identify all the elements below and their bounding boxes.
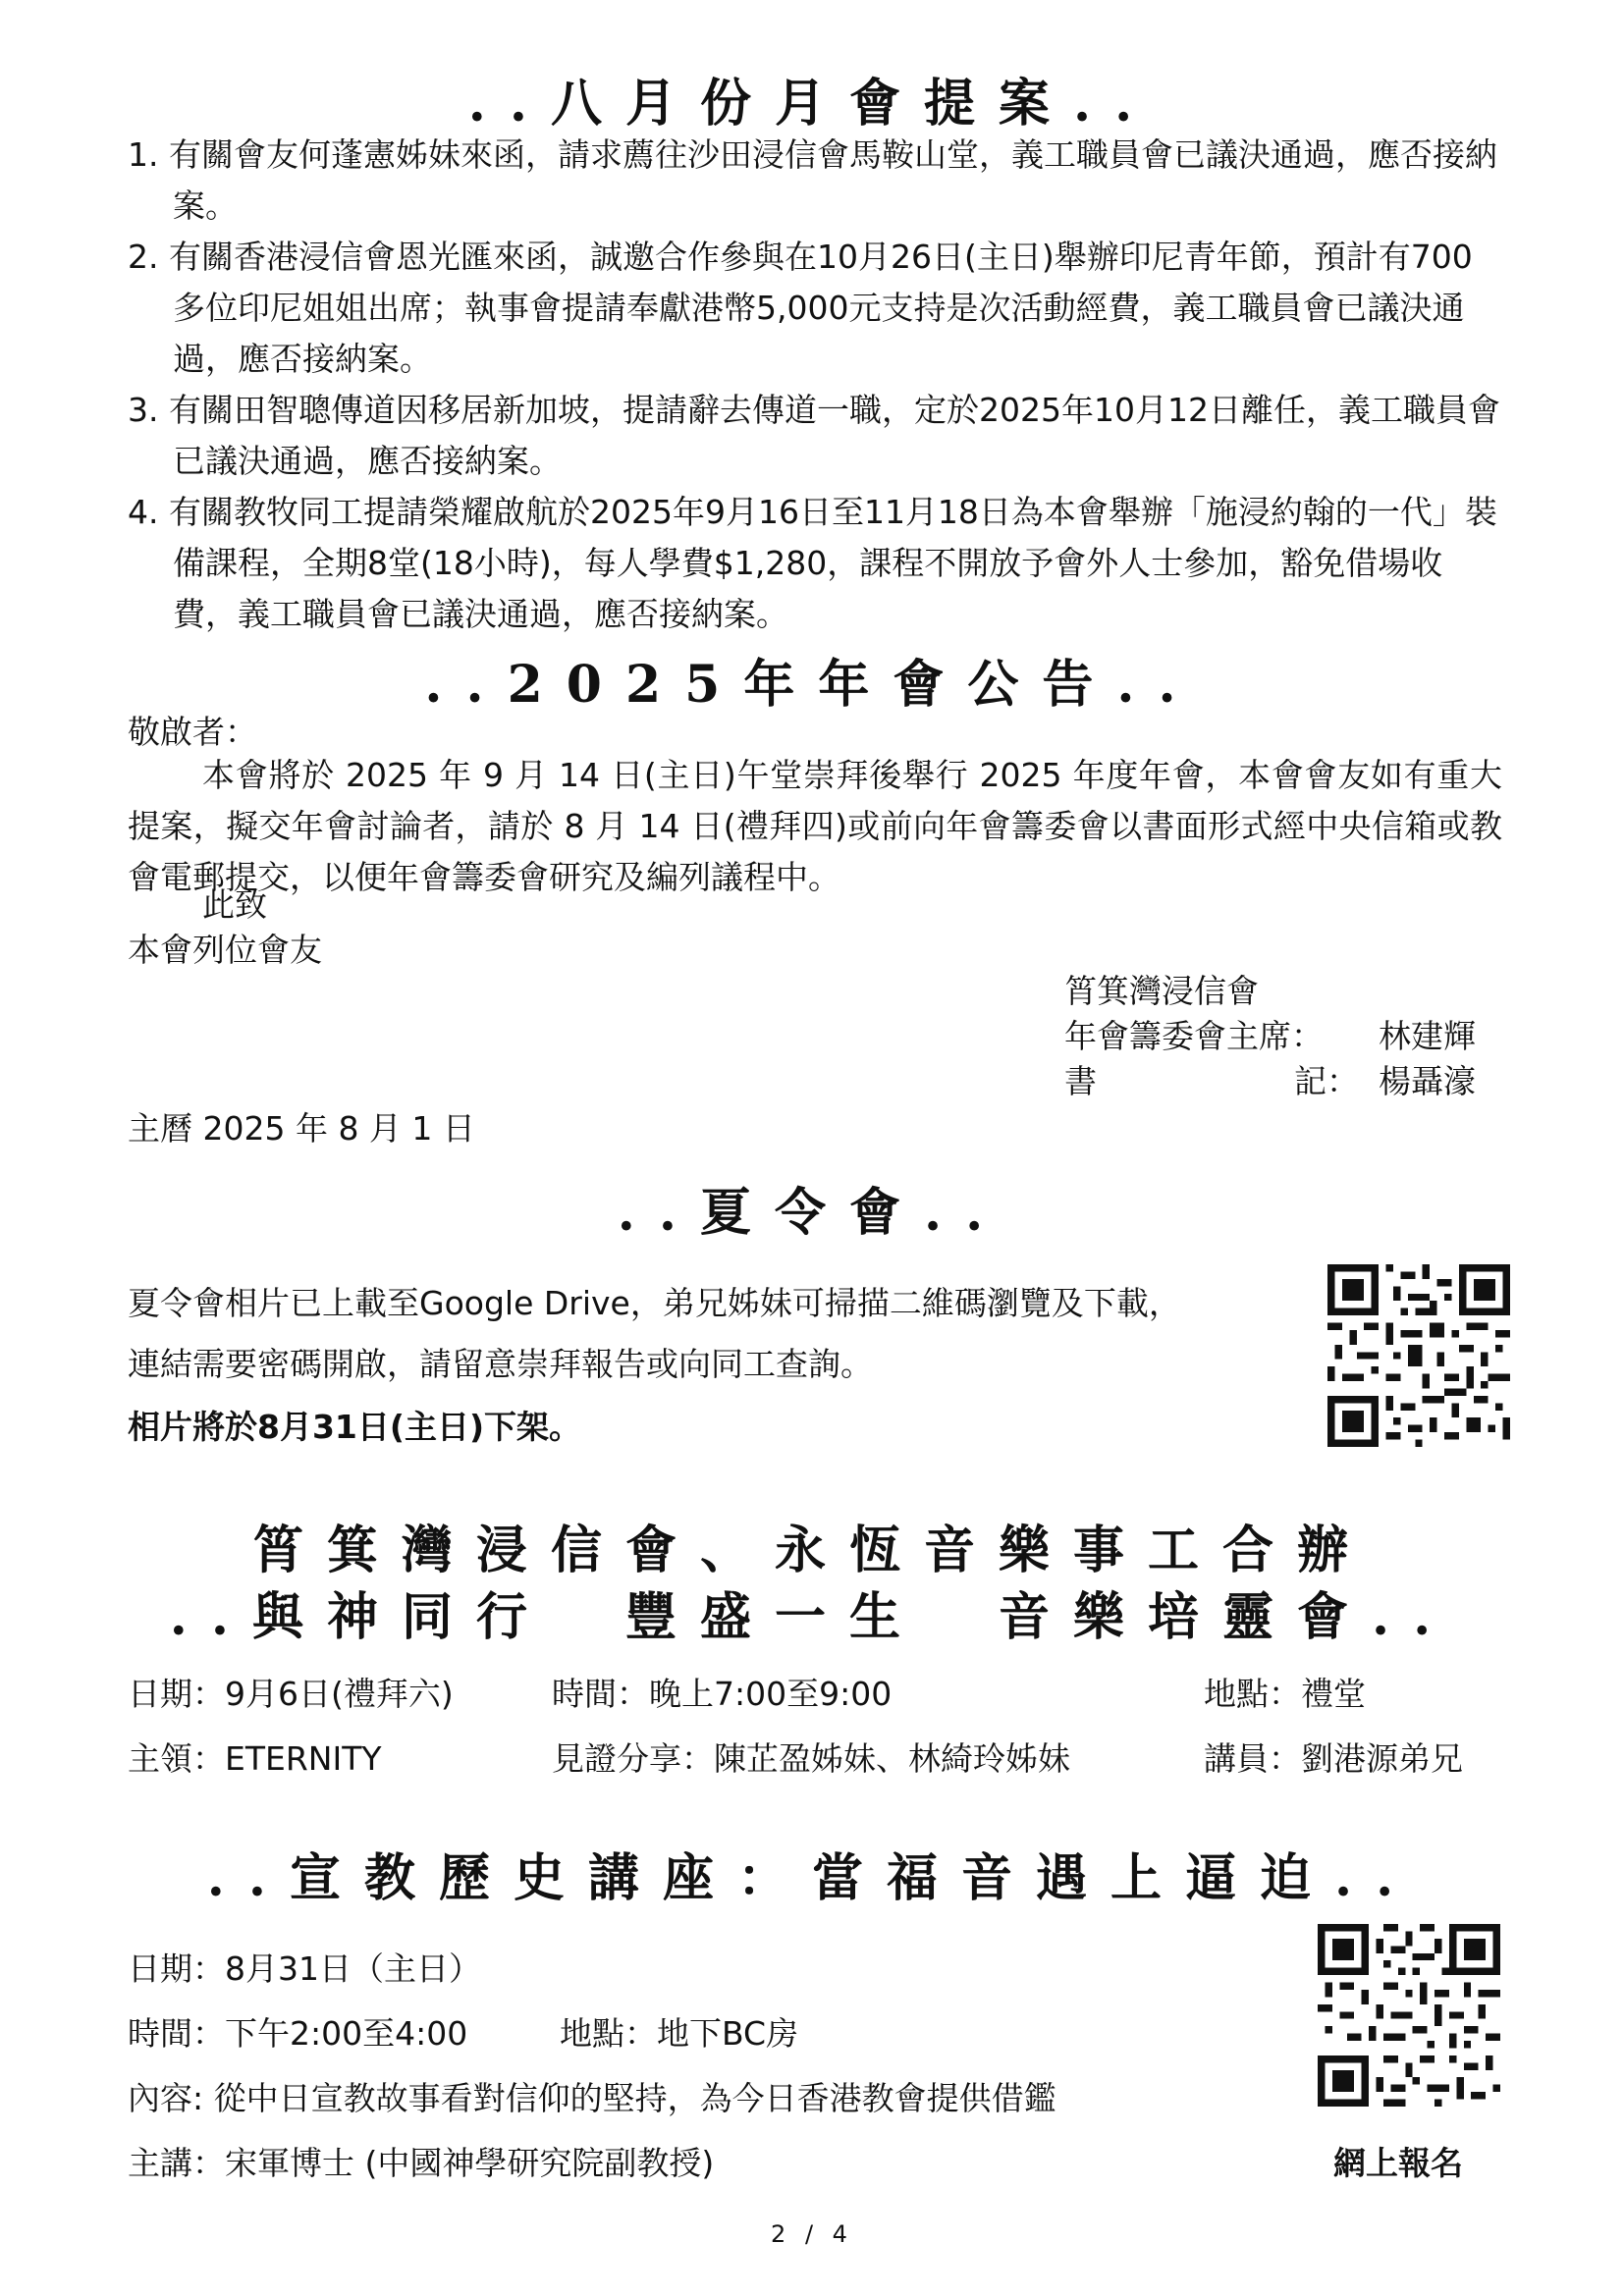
proposal-item: 4. 有關教牧同工提請榮耀啟航於2025年9月16日至11月18日為本會舉辦「施浸約翰的一代」裝備課程，全期8堂(18小時)，每人學費$1,280，課程不開放予會外人士參加，豁免借場收費，義工職員會已議決通過，應否接納案。 [128,493,1497,633]
lecture-date: 日期：8月31日（主日） [128,1949,481,1988]
summer-camp-line3: 相片將於8月31日(主日)下架。 [128,1408,582,1446]
online-registration-label: 網上報名 [1333,2144,1463,2182]
secretary-name: 楊聶濠 [1379,1062,1476,1100]
concert-time: 時間：晚上7:00至9:00 [552,1675,893,1713]
lecture-speaker: 主講：宋軍博士 (中國神學研究院副教授) [128,2144,715,2182]
notice-body: 本會將於 2025 年 9 月 14 日(主日)午堂崇拜後舉行 2025 年度年會，本會會友如有重大提案，擬交年會討論者，請於 8 月 14 日(禮拜四)或前向年會籌委會以書面形式經中央信箱或教會電郵提交，以便年會籌委會研究及編列議程中。 [128,756,1502,896]
chair-label: 年會籌委會主席： [1064,1017,1324,1055]
qr-code-icon [1327,1264,1510,1447]
concert-date: 日期：9月6日(禮拜六) [128,1675,454,1713]
church-name: 筲箕灣浸信會 [1064,972,1259,1010]
concert-testimony: 見證分享：陳芷盈姊妹、林綺玲姊妹 [552,1739,1070,1778]
summer-camp-qr-code-icon[interactable] [1327,1264,1510,1447]
recipient: 本會列位會友 [128,931,322,969]
concert-leader: 主領：ETERNITY [128,1739,382,1778]
lecture-venue: 地點：地下BC房 [560,2014,799,2053]
proposal-item: 3. 有關田智聰傳道因移居新加坡，提請辭去傳道一職，定於2025年10月12日離任，義工職員會已議決通過，應否接納案。 [128,391,1500,480]
concert-speaker: 講員：劉港源弟兄 [1204,1739,1463,1778]
summer-camp-heading: ..夏令會.. [617,1183,1007,1243]
salutation: 敬啟者： [128,713,257,751]
annual-meeting-heading: ..2025年年會公告.. [424,655,1200,715]
concert-venue: 地點：禮堂 [1204,1675,1366,1713]
proposals-list [128,130,1502,640]
lecture-content: 內容: 從中日宣教故事看對信仰的堅持，為今日香港教會提供借鑑 [128,2079,1056,2117]
page-number: 2 / 4 [771,2220,853,2248]
proposals-heading: ..八月份月會提案.. [467,74,1157,133]
summer-camp-line1: 夏令會相片已上載至Google Drive，弟兄姊妹可掃描二維碼瀏覽及下載， [128,1284,1181,1322]
lecture-time: 時間：下午2:00至4:00 [128,2014,468,2053]
qr-code-icon [1318,1924,1500,2107]
concert-heading-line2: ..與神同行 豐盛一生 音樂培靈會.. [169,1587,1455,1647]
secretary-label-2: 記： [1294,1062,1359,1100]
notice-date: 主曆 2025 年 8 月 1 日 [128,1109,475,1148]
proposal-item: 1. 有關會友何蓬憲姊妹來函，請求薦往沙田浸信會馬鞍山堂，義工職員會已議決通過，應否接納案。 [128,135,1497,225]
closing: 此致 [202,885,267,924]
summer-camp-line2: 連結需要密碼開啟，請留意崇拜報告或向同工查詢。 [128,1345,873,1383]
proposal-item: 2. 有關香港浸信會恩光匯來函，誠邀合作參與在10月26日(主日)舉辦印尼青年節，預計有700多位印尼姐姐出席；執事會提請奉獻港幣5,000元支持是次活動經費，義工職員會已議決通過，應否接納案。 [128,238,1473,378]
secretary-label: 書 [1064,1062,1097,1100]
lecture-heading: ..宣教歷史講座：當福音遇上逼迫.. [206,1848,1418,1908]
chair-name: 林建輝 [1379,1017,1476,1055]
lecture-registration-qr-code-icon[interactable] [1318,1924,1500,2107]
concert-heading-line1: 筲箕灣浸信會、永恆音樂事工合辦 [251,1521,1372,1580]
